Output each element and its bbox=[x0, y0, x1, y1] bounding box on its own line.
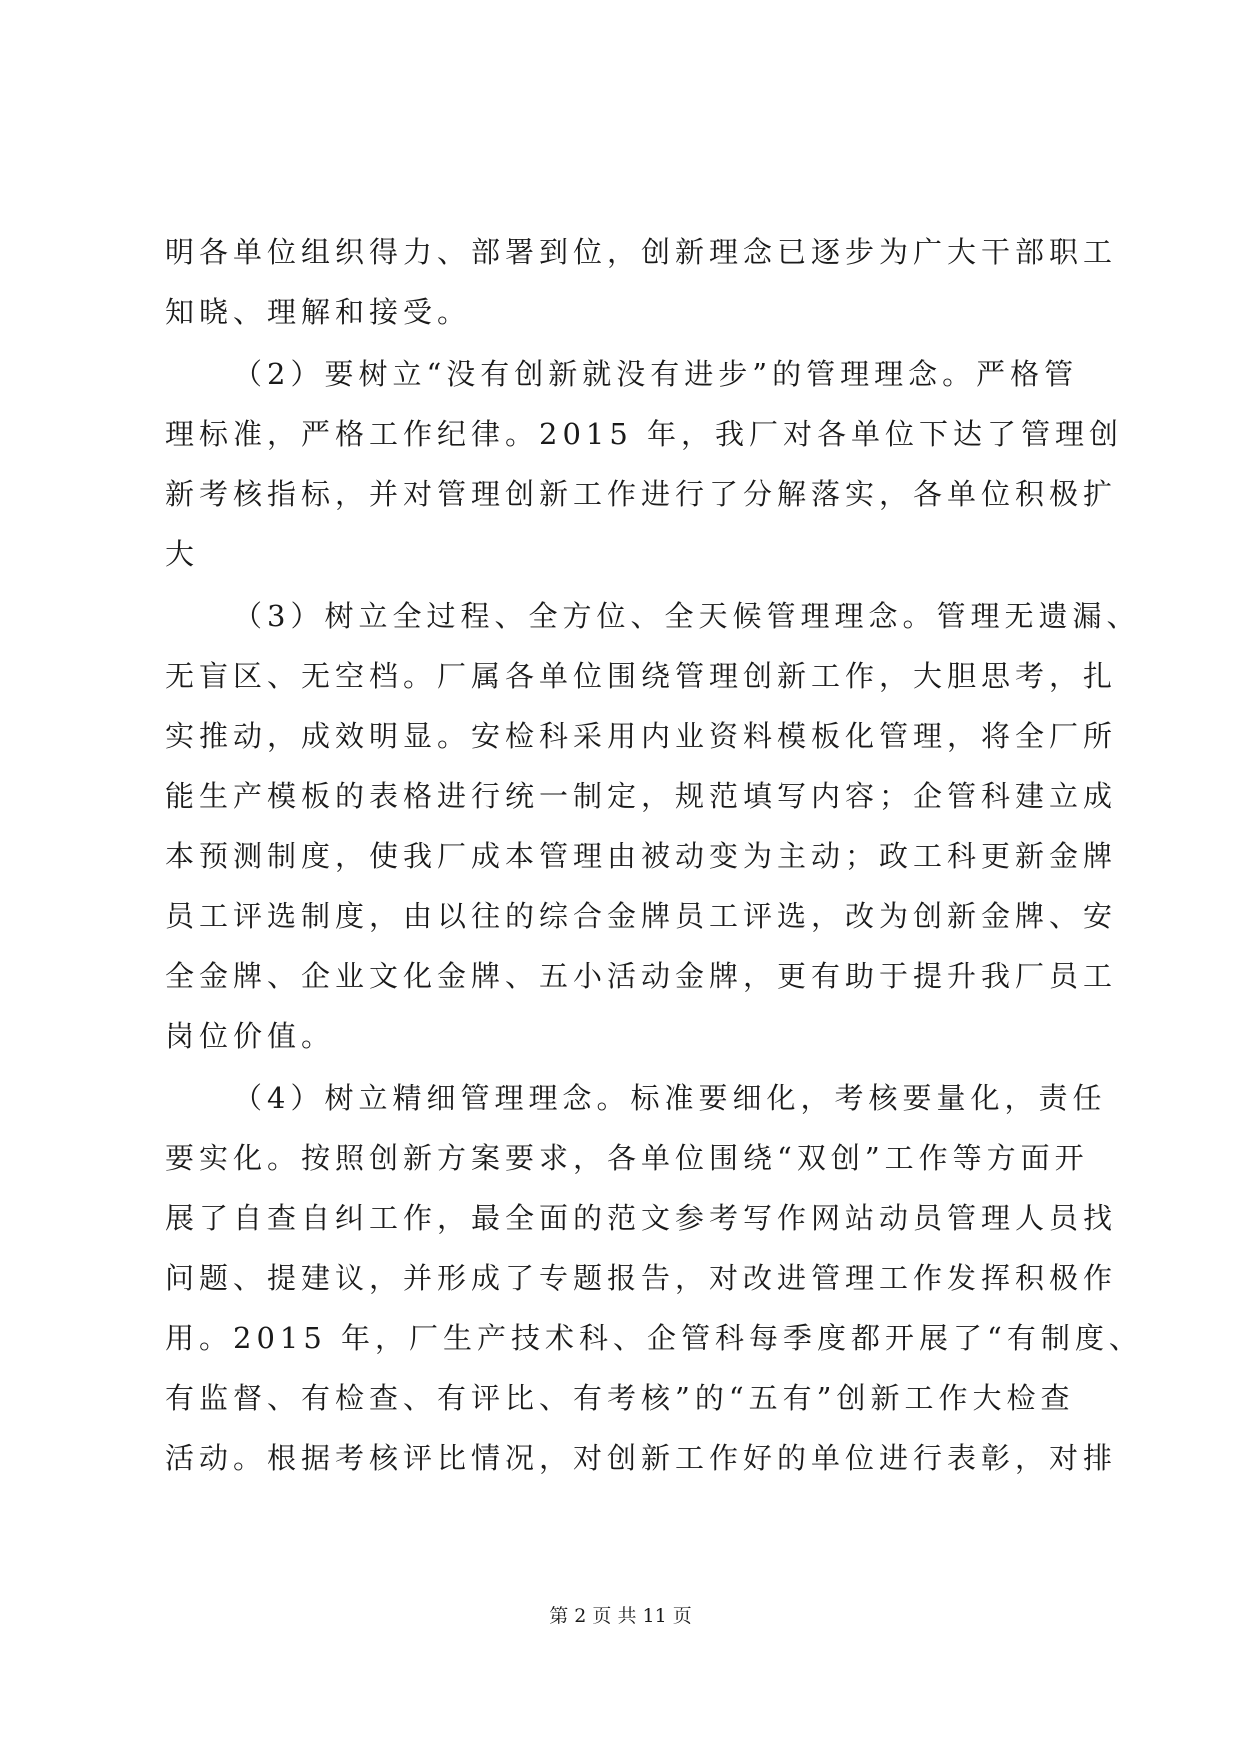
text-line: 问题、提建议，并形成了专题报告，对改进管理工作发挥积极作 bbox=[165, 1261, 1118, 1295]
text-line: 要实化。按照创新方案要求，各单位围绕“双创”工作等方面开 bbox=[165, 1141, 1089, 1175]
paragraph-3 bbox=[165, 586, 1141, 1066]
text-line: 理标准，严格工作纪律。2015 年，我厂对各单位下达了管理创 bbox=[165, 417, 1124, 451]
page-number-label: 第 2 页 共 11 页 bbox=[549, 1605, 692, 1627]
text-line: 实推动，成效明显。安检科采用内业资料模板化管理，将全厂所 bbox=[165, 719, 1118, 753]
text-line: 岗位价值。 bbox=[165, 1019, 336, 1053]
text-line: 展了自查自纠工作，最全面的范文参考写作网站动员管理人员找 bbox=[165, 1201, 1118, 1235]
text-line: 能生产模板的表格进行统一制定，规范填写内容；企管科建立成 bbox=[165, 779, 1118, 813]
text-line: （4）树立精细管理理念。标准要细化，考核要量化，责任 bbox=[233, 1081, 1107, 1115]
text-line: 新考核指标，并对管理创新工作进行了分解落实，各单位积极扩 bbox=[165, 477, 1118, 511]
text-line: 知晓、理解和接受。 bbox=[165, 295, 472, 329]
text-line: 无盲区、无空档。厂属各单位围绕管理创新工作，大胆思考，扎 bbox=[165, 659, 1118, 693]
text-line: 本预测制度，使我厂成本管理由被动变为主动；政工科更新金牌 bbox=[165, 839, 1118, 873]
text-line: （2）要树立“没有创新就没有进步”的管理理念。严格管 bbox=[233, 357, 1079, 391]
paragraph-2 bbox=[165, 344, 1124, 584]
text-line: 全金牌、企业文化金牌、五小活动金牌，更有助于提升我厂员工 bbox=[165, 959, 1118, 993]
document-body bbox=[165, 222, 1143, 1490]
page-footer bbox=[0, 1604, 1241, 1628]
text-line: 用。2015 年，厂生产技术科、企管科每季度都开展了“有制度、 bbox=[165, 1321, 1143, 1355]
paragraph-1 bbox=[165, 222, 1118, 342]
text-line: 有监督、有检查、有评比、有考核”的“五有”创新工作大检查 bbox=[165, 1381, 1075, 1415]
text-line: 明各单位组织得力、部署到位，创新理念已逐步为广大干部职工 bbox=[165, 235, 1118, 269]
paragraph-4 bbox=[165, 1068, 1143, 1488]
text-line: 活动。根据考核评比情况，对创新工作好的单位进行表彰，对排 bbox=[165, 1441, 1118, 1475]
text-line: （3）树立全过程、全方位、全天候管理理念。管理无遗漏、 bbox=[233, 599, 1141, 633]
text-line: 员工评选制度，由以往的综合金牌员工评选，改为创新金牌、安 bbox=[165, 899, 1118, 933]
text-line: 大 bbox=[165, 537, 200, 571]
